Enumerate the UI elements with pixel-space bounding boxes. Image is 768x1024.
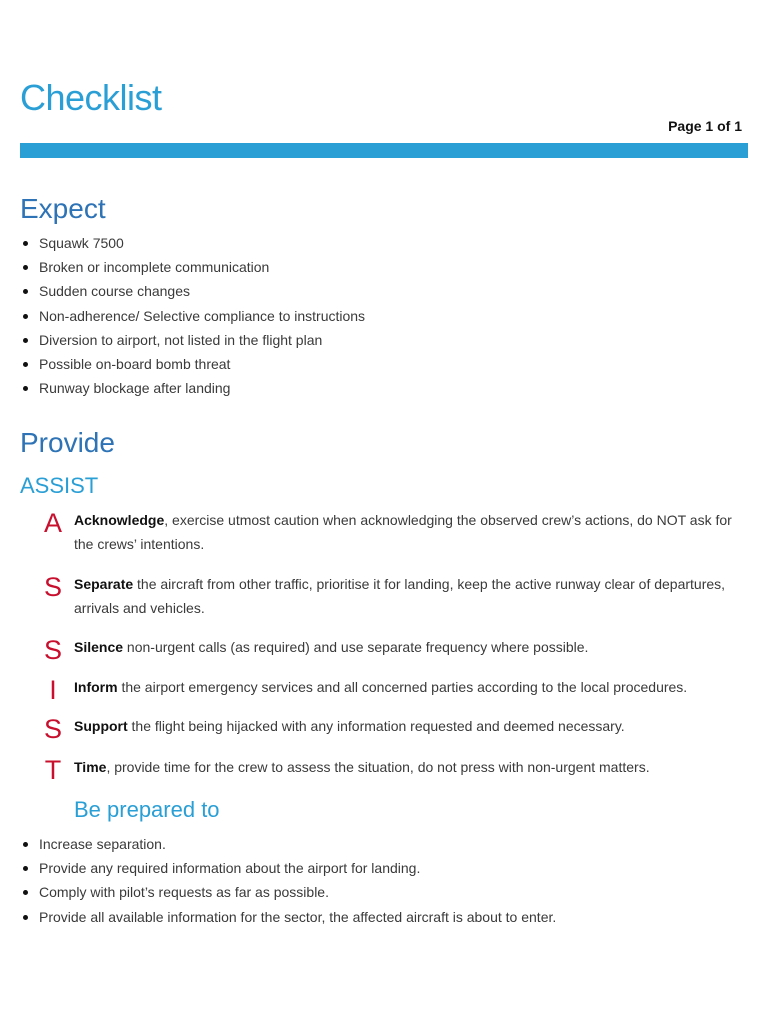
header-divider-bar (20, 143, 748, 158)
assist-keyword: Support (74, 718, 128, 734)
assist-description: non-urgent calls (as required) and use separate frequency where possible. (123, 639, 589, 655)
list-item-text: Increase separation. (39, 836, 166, 852)
assist-description: , exercise utmost caution when acknowledging the observed crew’s actions, do NOT ask for the crews’ intentions. (74, 512, 732, 552)
assist-keyword: Separate (74, 576, 134, 592)
list-item (20, 905, 556, 929)
list-item-text: Squawk 7500 (39, 235, 124, 251)
bullet-icon (23, 362, 28, 367)
bullet-icon (23, 241, 28, 246)
assist-letter: S (43, 714, 62, 744)
bullet-icon (23, 314, 28, 319)
list-item (20, 279, 365, 303)
bullet-icon (23, 866, 28, 871)
list-item (20, 856, 556, 880)
assist-item-text (74, 508, 750, 556)
list-item (20, 880, 556, 904)
bullet-icon (23, 265, 28, 270)
assist-item-text (74, 635, 750, 659)
assist-description: , provide time for the crew to assess the situation, do not press with non-urgent matters. (106, 759, 650, 775)
list-item (20, 352, 365, 376)
be-prepared-list (20, 832, 556, 929)
bullet-icon (23, 289, 28, 294)
assist-letter: T (44, 755, 62, 785)
list-item (20, 328, 365, 352)
list-item-text: Runway blockage after landing (39, 380, 231, 397)
page-title: Checklist (20, 77, 162, 118)
provide-heading: Provide (20, 427, 115, 458)
bullet-icon (23, 890, 28, 895)
assist-keyword: Inform (74, 679, 118, 695)
expect-heading: Expect (20, 193, 106, 224)
be-prepared-heading: Be prepared to (74, 797, 220, 822)
list-item (20, 255, 365, 279)
list-item-text: Provide any required information about the airport for landing. (39, 860, 421, 877)
assist-description: the aircraft from other traffic, prioritise it for landing, keep the active runway clear of departures, arrivals and vehicles. (74, 576, 726, 616)
assist-keyword: Silence (74, 639, 124, 655)
list-item (20, 376, 365, 400)
list-item-text: Sudden course changes (39, 283, 190, 300)
assist-item-text (74, 755, 750, 779)
assist-item-text (74, 714, 750, 738)
list-item-text: Diversion to airport, not listed in the flight plan (39, 331, 323, 348)
assist-description: the airport emergency services and all concerned parties according to the local procedures. (117, 679, 688, 695)
bullet-icon (23, 386, 28, 391)
assist-letter: I (49, 675, 57, 705)
assist-letter: S (43, 635, 62, 665)
list-item-text: Non-adherence/ Selective compliance to instructions (39, 307, 366, 324)
list-item-text: Comply with pilot’s requests as far as possible. (39, 884, 329, 901)
assist-item-text (74, 675, 750, 699)
expect-list (20, 231, 365, 400)
assist-heading: ASSIST (20, 473, 99, 498)
assist-keyword: Time (74, 759, 107, 775)
list-item (20, 832, 556, 856)
assist-keyword: Acknowledge (74, 512, 165, 528)
assist-letter: A (43, 508, 62, 538)
assist-letter: S (43, 572, 62, 602)
assist-description: the flight being hijacked with any information requested and deemed necessary. (127, 718, 625, 734)
list-item-text: Broken or incomplete communication (39, 259, 270, 276)
bullet-icon (23, 338, 28, 343)
page-number: Page 1 of 1 (668, 118, 742, 134)
bullet-icon (23, 915, 28, 920)
list-item (20, 304, 365, 328)
bullet-icon (23, 842, 28, 847)
assist-item-text (74, 572, 750, 620)
list-item-text: Provide all available information for the sector, the affected aircraft is about to enter. (39, 908, 557, 925)
list-item (20, 231, 365, 255)
list-item-text: Possible on-board bomb threat (39, 356, 231, 373)
